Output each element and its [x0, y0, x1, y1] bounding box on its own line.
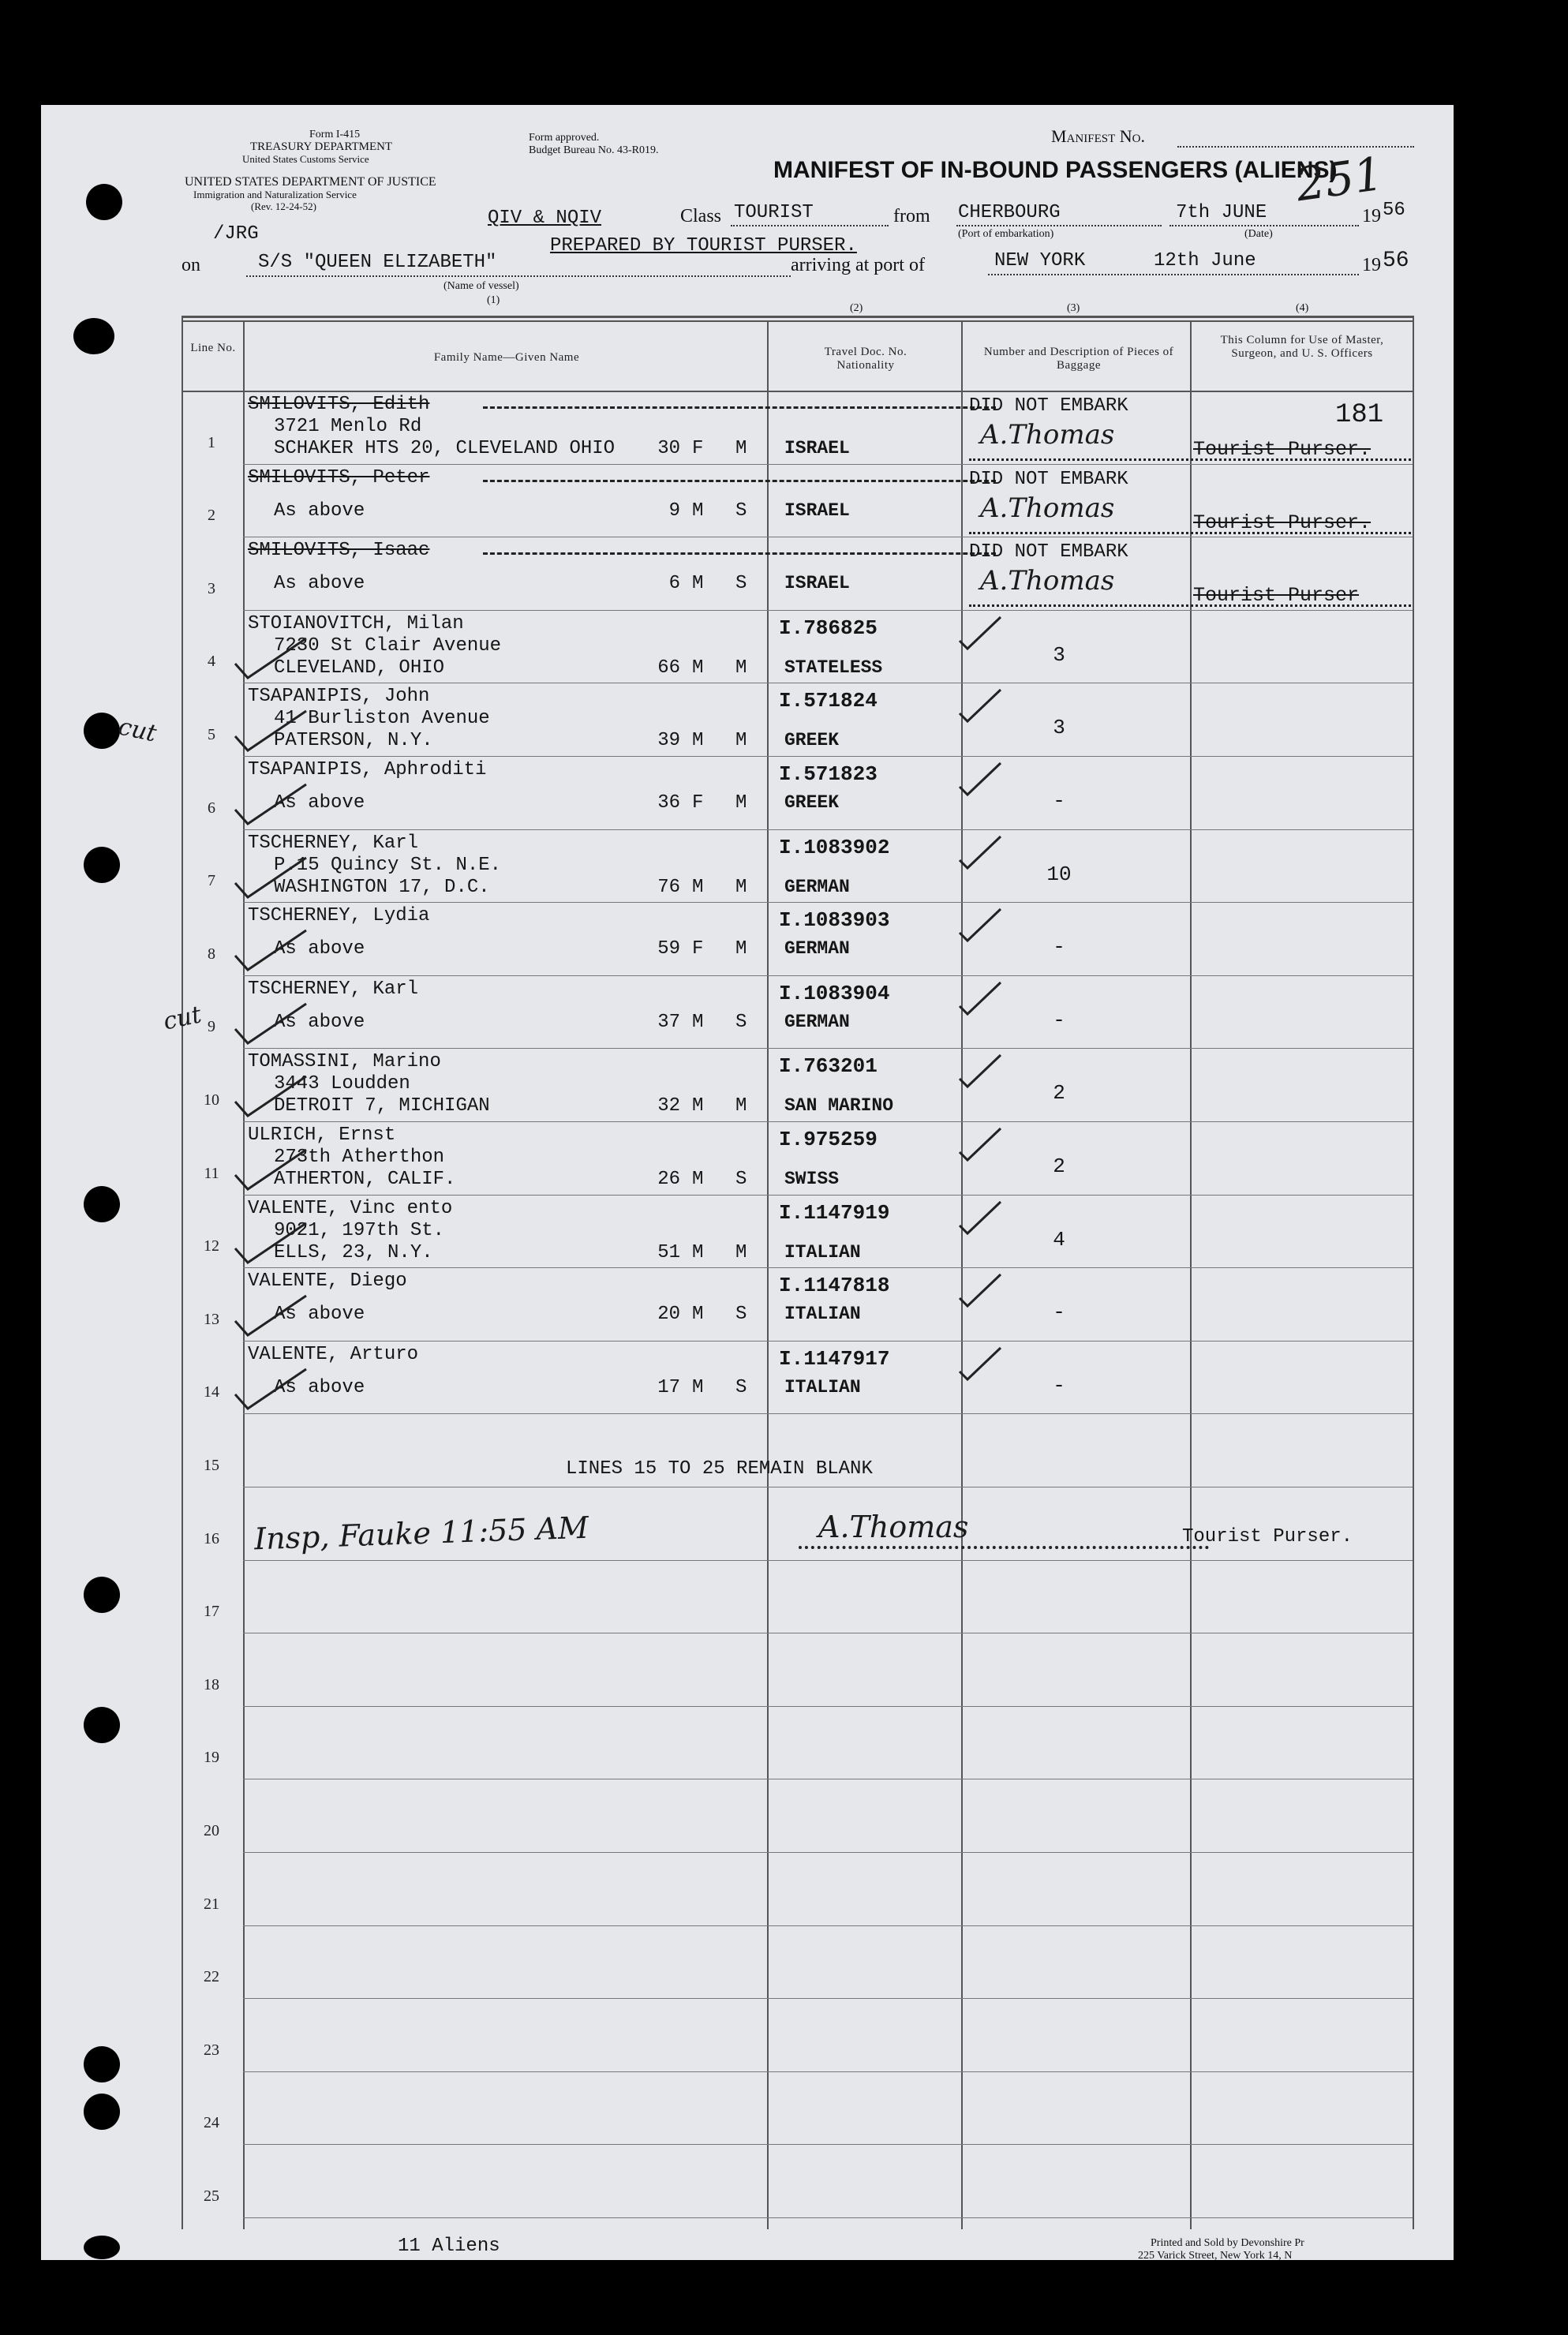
baggage-status: DID NOT EMBARK — [969, 395, 1128, 417]
passenger-address-2: ATHERTON, CALIF. — [274, 1169, 456, 1190]
passenger-name: SMILOVITS, Edith — [248, 394, 430, 415]
line-number: 6 — [208, 799, 215, 817]
nationality: GREEK — [784, 792, 840, 813]
row-divider — [243, 829, 1413, 830]
table-header-rule — [181, 391, 1413, 392]
passenger-name: SMILOVITS, Peter — [248, 466, 430, 488]
line-number: 24 — [204, 2114, 219, 2132]
line-number: 3 — [208, 579, 215, 597]
passenger-sex: F — [692, 792, 704, 814]
embark-date: 7th JUNE — [1176, 202, 1267, 223]
baggage-status: DID NOT EMBARK — [969, 541, 1128, 563]
check-mark-icon — [956, 760, 1004, 799]
line-number: 14 — [204, 1383, 219, 1401]
line-number: 12 — [204, 1237, 219, 1255]
passenger-sex: M — [692, 1169, 704, 1190]
passenger-name: TSAPANIPIS, John — [248, 686, 430, 708]
passenger-address-1: 41 Burliston Avenue — [274, 708, 490, 730]
passenger-sex: M — [692, 1376, 704, 1398]
passenger-marital: M — [735, 938, 747, 960]
rev-date: (Rev. 12-24-52) — [251, 200, 316, 212]
alien-count: 11 Aliens — [398, 2236, 500, 2257]
passenger-age: 39 — [657, 730, 680, 752]
row-divider — [243, 756, 1413, 757]
passenger-age: 37 — [657, 1011, 680, 1033]
passenger-address-1: As above — [274, 938, 365, 960]
passenger-address-1: As above — [274, 1011, 365, 1033]
check-mark-icon — [230, 926, 309, 973]
passenger-sex: M — [692, 657, 704, 679]
form-id: Form I-415 — [309, 129, 361, 140]
visa-class: QIV & NQIV — [488, 208, 602, 229]
check-mark-icon — [956, 906, 1004, 945]
passenger-address-1: 9021, 197th St. — [274, 1219, 445, 1241]
nationality: ISRAEL — [784, 438, 850, 458]
arrival-line — [988, 274, 1359, 275]
travel-doc-number: I.975259 — [779, 1128, 878, 1151]
embark-port: CHERBOURG — [958, 202, 1061, 223]
passenger-name: VALENTE, Vinc ento — [248, 1197, 453, 1219]
nationality: GERMAN — [784, 876, 850, 897]
officer-note: Tourist Purser. — [1193, 438, 1372, 461]
check-mark-icon — [230, 1218, 309, 1266]
row-divider — [243, 464, 1413, 465]
punch-hole — [86, 184, 122, 220]
printer-credit-1: Printed and Sold by Devonshire Pr — [1151, 2237, 1304, 2249]
passenger-address-2: WASHINGTON 17, D.C. — [274, 876, 490, 898]
arrival-year-19: 19 — [1362, 255, 1381, 275]
nationality: GERMAN — [784, 1011, 850, 1032]
form-approved: Form approved. — [529, 132, 600, 144]
passenger-address-1: As above — [274, 500, 365, 522]
passenger-age: 59 — [657, 938, 680, 960]
date-caption: (Date) — [1244, 228, 1273, 240]
passenger-name: VALENTE, Diego — [248, 1270, 407, 1293]
baggage-count: - — [1053, 789, 1065, 813]
travel-doc-number: I.1083903 — [779, 908, 890, 933]
check-mark-icon — [956, 1345, 1004, 1384]
strike-dashes — [483, 406, 996, 409]
purser-sign-label: Tourist Purser. — [1182, 1526, 1353, 1547]
nationality: GERMAN — [784, 938, 850, 960]
passenger-sex: F — [692, 938, 704, 960]
check-mark-icon — [230, 780, 309, 827]
passenger-name: SMILOVITS, Isaac — [248, 540, 430, 562]
ins: Immigration and Naturalization Service — [193, 189, 357, 200]
col-number-2: (2) — [850, 302, 863, 314]
col-number-3: (3) — [1067, 302, 1080, 314]
passenger-age: 6 — [668, 573, 680, 595]
line-number: 11 — [204, 1164, 219, 1182]
check-mark-icon — [230, 1364, 309, 1412]
budget-bureau: Budget Bureau No. 43-R019. — [529, 144, 659, 156]
port-line — [956, 225, 1162, 226]
passenger-sex: M — [692, 500, 704, 522]
passenger-sex: F — [692, 438, 704, 459]
passenger-marital: M — [735, 792, 747, 814]
check-mark-icon — [230, 999, 309, 1046]
date-line — [1169, 225, 1359, 226]
passenger-address-1: As above — [274, 1376, 365, 1398]
row-divider — [243, 1121, 1413, 1122]
col-number-1: (1) — [487, 294, 500, 306]
officer-note: Tourist Purser. — [1193, 511, 1372, 534]
punch-hole — [84, 847, 120, 883]
check-mark-icon — [230, 1145, 309, 1192]
baggage-count: 2 — [1053, 1081, 1065, 1106]
travel-doc-number: I.1083902 — [779, 835, 890, 859]
nationality: GREEK — [784, 730, 840, 751]
passenger-marital: M — [735, 1095, 747, 1117]
passenger-sex: M — [692, 1095, 704, 1117]
row-divider — [243, 1267, 1413, 1268]
check-mark-icon — [230, 853, 309, 900]
officer-note-number: 181 — [1335, 400, 1384, 430]
passenger-marital: S — [735, 1011, 747, 1033]
inspector-note: Insp, Fauke 11:55 AM — [253, 1510, 589, 1557]
customs-service: United States Customs Service — [242, 153, 369, 165]
class-value: TOURIST — [734, 202, 814, 223]
passenger-marital: S — [735, 1376, 747, 1398]
line-number: 4 — [208, 653, 215, 671]
passenger-sex: M — [692, 876, 704, 898]
on-label: on — [181, 255, 200, 275]
year-19: 19 — [1362, 206, 1381, 226]
punch-hole — [84, 2236, 120, 2259]
passenger-sex: M — [692, 1241, 704, 1263]
from-label: from — [893, 206, 930, 226]
nationality: ITALIAN — [784, 1304, 861, 1325]
purser-initials: A.Thomas — [980, 492, 1115, 524]
punch-hole — [84, 1577, 120, 1613]
passenger-address-1: 3721 Menlo Rd — [274, 416, 422, 437]
table-left-border — [181, 316, 183, 2229]
arriving-label: arriving at port of — [791, 255, 925, 275]
manifest-title: MANIFEST OF IN-BOUND PASSENGERS (ALIENS) — [773, 157, 1338, 183]
manifest-no-handwritten: 251 — [1292, 146, 1387, 212]
nationality: ITALIAN — [784, 1376, 861, 1398]
class-label: Class — [680, 206, 722, 226]
year-56: 56 — [1383, 200, 1405, 221]
nationality: ITALIAN — [784, 1241, 861, 1263]
check-mark-icon — [956, 1199, 1004, 1238]
row-divider — [243, 902, 1413, 903]
clerk-initials: /JRG — [213, 223, 259, 245]
punch-hole — [84, 2094, 120, 2130]
check-mark-icon — [956, 1125, 1004, 1165]
col-header-line: Line No. — [190, 342, 236, 354]
passenger-address-1: As above — [274, 573, 365, 595]
travel-doc-number: I.571823 — [779, 762, 878, 786]
baggage-count: 3 — [1053, 716, 1065, 740]
baggage-count: - — [1053, 1300, 1065, 1325]
passenger-marital: M — [735, 438, 747, 459]
line-number: 9 — [208, 1018, 215, 1036]
line-number: 19 — [204, 1749, 219, 1767]
passenger-marital: M — [735, 730, 747, 752]
col-header-travel: Travel Doc. No. Nationality — [824, 346, 907, 372]
baggage-count: 3 — [1053, 642, 1065, 667]
row-divider — [243, 975, 1413, 976]
row-divider — [243, 1925, 1413, 1926]
line-number: 21 — [204, 1895, 219, 1913]
vessel-caption: (Name of vessel) — [443, 280, 519, 292]
passenger-age: 32 — [657, 1095, 680, 1117]
passenger-sex: M — [692, 573, 704, 595]
passenger-age: 76 — [657, 876, 680, 898]
passenger-address-2: PATERSON, N.Y. — [274, 730, 433, 752]
nationality: SAN MARINO — [784, 1095, 894, 1117]
passenger-age: 51 — [657, 1241, 680, 1263]
punch-hole — [84, 713, 120, 749]
check-mark-icon — [956, 833, 1004, 873]
doj: UNITED STATES DEPARTMENT OF JUSTICE — [185, 175, 436, 189]
strike-dashes — [483, 552, 996, 555]
line-number: 16 — [204, 1529, 219, 1547]
line-number: 18 — [204, 1675, 219, 1693]
port-caption: (Port of embarkation) — [958, 228, 1054, 240]
line-number: 22 — [204, 1968, 219, 1986]
travel-doc-number: I.1147917 — [779, 1346, 890, 1371]
vessel-line — [246, 275, 791, 277]
line-number: 20 — [204, 1822, 219, 1839]
row-divider — [243, 610, 1413, 611]
passenger-marital: M — [735, 876, 747, 898]
check-mark-icon — [956, 687, 1004, 726]
punch-hole — [84, 2046, 120, 2082]
line-number: 17 — [204, 1603, 219, 1621]
check-mark-icon — [230, 706, 309, 754]
nationality: ISRAEL — [784, 573, 850, 594]
passenger-marital: S — [735, 573, 747, 595]
baggage-count: 10 — [1046, 862, 1072, 886]
col-name-divider — [767, 320, 769, 2229]
line-number: 5 — [208, 726, 215, 743]
row-divider — [243, 1560, 1413, 1561]
row-divider — [243, 1341, 1413, 1342]
punch-hole — [84, 1186, 120, 1222]
baggage-count: 2 — [1053, 1154, 1065, 1178]
row-divider — [243, 2217, 1413, 2218]
row-divider — [243, 1048, 1413, 1049]
travel-doc-number: I.1147818 — [779, 1274, 890, 1298]
check-mark-icon — [956, 614, 1004, 653]
line-number: 2 — [208, 507, 215, 525]
travel-doc-number: I.571824 — [779, 689, 878, 713]
passenger-sex: M — [692, 730, 704, 752]
passenger-age: 66 — [657, 657, 680, 679]
passenger-name: TSCHERNEY, Karl — [248, 832, 419, 854]
travel-doc-number: I.786825 — [779, 616, 878, 640]
travel-doc-number: I.1083904 — [779, 981, 890, 1005]
baggage-count: - — [1053, 1373, 1065, 1398]
passenger-age: 30 — [657, 438, 680, 459]
col-header-baggage: Number and Description of Pieces of Baggage — [983, 346, 1174, 372]
line-number: 15 — [204, 1457, 219, 1474]
signature-dots — [799, 1546, 1209, 1549]
punch-hole — [84, 1707, 120, 1743]
manifest-no-label: Manifest No. — [1051, 126, 1145, 146]
prepared-by: PREPARED BY TOURIST PURSER. — [550, 235, 857, 256]
strike-dashes — [483, 480, 996, 482]
nationality: STATELESS — [784, 657, 883, 678]
check-mark-icon — [230, 1291, 309, 1338]
passenger-marital: M — [735, 657, 747, 679]
row-divider — [243, 2071, 1413, 2072]
passenger-name: STOIANOVITCH, Milan — [248, 612, 464, 634]
table-top-rule2 — [181, 320, 1413, 322]
passenger-marital: S — [735, 500, 747, 522]
line-number: 1 — [208, 433, 215, 451]
passenger-marital: S — [735, 1169, 747, 1190]
line-number: 10 — [204, 1091, 219, 1109]
passenger-marital: S — [735, 1304, 747, 1326]
passenger-marital: M — [735, 1241, 747, 1263]
passenger-address-1: 273th Atherthon — [274, 1147, 445, 1168]
baggage-count: - — [1053, 1008, 1065, 1032]
row-divider — [243, 1413, 1413, 1414]
passenger-age: 17 — [657, 1376, 680, 1398]
margin-cut-note: cut — [160, 1001, 204, 1036]
margin-cut-note: cut — [115, 713, 159, 748]
printer-credit-2: 225 Varick Street, New York 14, N — [1138, 2250, 1293, 2262]
line-number: 13 — [204, 1310, 219, 1328]
baggage-count: - — [1053, 935, 1065, 960]
passenger-age: 26 — [657, 1169, 680, 1190]
purser-signature: A.Thomas — [818, 1510, 969, 1544]
remain-blank-note: LINES 15 TO 25 REMAIN BLANK — [566, 1458, 873, 1480]
passenger-sex: M — [692, 1304, 704, 1326]
officer-note: Tourist Purser — [1193, 584, 1360, 608]
passenger-address-1: 7230 St Clair Avenue — [274, 634, 502, 657]
class-line — [731, 225, 889, 226]
passenger-address-1: As above — [274, 1304, 365, 1326]
row-divider — [243, 2144, 1413, 2145]
manifest-sheet — [41, 105, 1454, 2260]
line-number: 23 — [204, 2041, 219, 2059]
table-top-rule — [181, 316, 1413, 318]
passenger-address-1: As above — [274, 792, 365, 814]
check-mark-icon — [956, 1271, 1004, 1311]
passenger-address-1: P.15 Quincy St. N.E. — [274, 854, 502, 876]
passenger-name: VALENTE, Arturo — [248, 1343, 419, 1365]
col-line-divider — [243, 320, 245, 2229]
passenger-name: TOMASSINI, Marino — [248, 1051, 441, 1073]
purser-initials: A.Thomas — [980, 565, 1115, 597]
passenger-address-1: 3443 Loudden — [274, 1073, 410, 1095]
punch-hole — [73, 318, 114, 354]
col-number-4: (4) — [1296, 302, 1309, 314]
table-right-border — [1413, 316, 1414, 2229]
arrival-date: 12th June — [1154, 250, 1256, 271]
passenger-age: 36 — [657, 792, 680, 814]
row-divider — [243, 1706, 1413, 1707]
passenger-name: TSCHERNEY, Lydia — [248, 905, 430, 927]
line-number: 8 — [208, 945, 215, 963]
baggage-count: 4 — [1053, 1227, 1065, 1252]
passenger-address-2: SCHAKER HTS 20, CLEVELAND OHIO — [274, 438, 616, 459]
travel-doc-number: I.1147919 — [779, 1200, 890, 1225]
check-mark-icon — [956, 1052, 1004, 1091]
passenger-address-2: DETROIT 7, MICHIGAN — [274, 1095, 490, 1117]
passenger-address-2: ELLS, 23, N.Y. — [274, 1241, 433, 1263]
passenger-name: TSAPANIPIS, Aphroditi — [248, 759, 487, 780]
row-divider — [243, 1195, 1413, 1196]
passenger-sex: M — [692, 1011, 704, 1033]
row-divider — [243, 1998, 1413, 1999]
passenger-name: ULRICH, Ernst — [248, 1124, 396, 1146]
nationality: ISRAEL — [784, 500, 850, 521]
purser-initials: A.Thomas — [980, 419, 1115, 451]
treasury-dept: TREASURY DEPARTMENT — [250, 140, 393, 153]
passenger-name: TSCHERNEY, Karl — [248, 978, 419, 1000]
arrival-port: NEW YORK — [994, 250, 1086, 271]
row-divider — [243, 1852, 1413, 1853]
passenger-address-2: CLEVELAND, OHIO — [274, 657, 445, 679]
travel-doc-number: I.763201 — [779, 1054, 878, 1079]
vessel-name: S/S "QUEEN ELIZABETH" — [258, 252, 497, 273]
arrival-year: 56 — [1383, 249, 1409, 273]
passenger-age: 20 — [657, 1304, 680, 1326]
baggage-status: DID NOT EMBARK — [969, 468, 1128, 490]
line-number: 25 — [204, 2187, 219, 2205]
col-header-officers: This Column for Use of Master, Surgeon, and U. S. Officers — [1220, 334, 1384, 360]
nationality: SWISS — [784, 1169, 840, 1189]
check-mark-icon — [956, 979, 1004, 1019]
passenger-age: 9 — [668, 500, 680, 522]
check-mark-icon — [230, 634, 309, 681]
line-number: 7 — [208, 872, 215, 890]
col-header-name: Family Name—Given Name — [433, 351, 580, 364]
check-mark-icon — [230, 1072, 309, 1119]
